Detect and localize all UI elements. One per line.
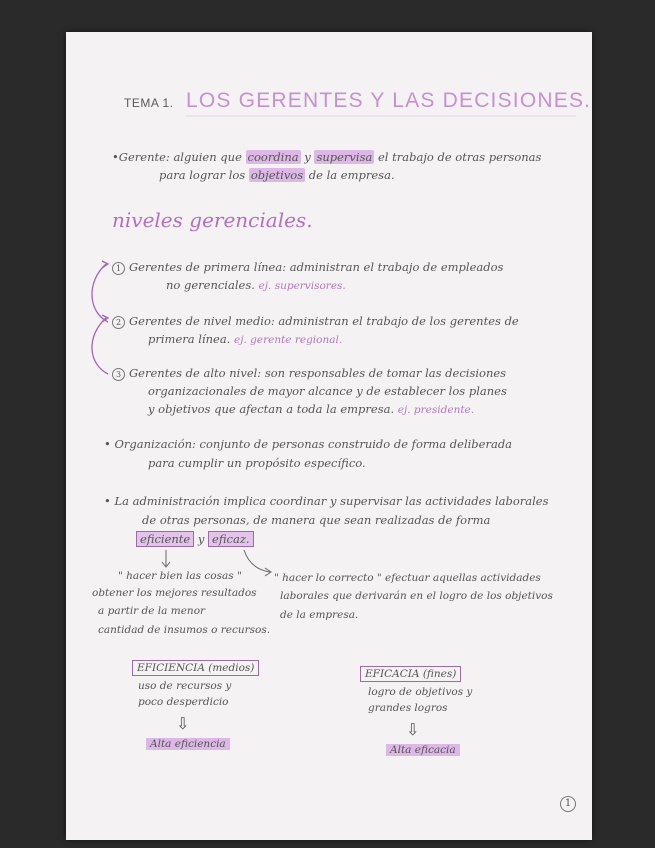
annotation-arrows	[66, 32, 592, 840]
level-1-number: 1	[112, 262, 125, 275]
organizacion-line1: • Organización: conjunto de personas construido de forma deliberada	[104, 437, 513, 451]
eficacia-box-line1: logro de objetivos y	[368, 686, 473, 698]
highlight-coordina: coordina	[247, 150, 299, 164]
level-2-line1: 2 Gerentes de nivel medio: administran el trabajo de los gerentes de	[112, 314, 519, 329]
level-1-example: ej. supervisores.	[258, 280, 346, 292]
page-number: 1	[560, 796, 576, 812]
administracion-line1: • La administración implica coordinar y supervisar las actividades laborales	[104, 494, 549, 508]
level-1-line1: 1 Gerentes de primera línea: administran el trabajo de empleados	[112, 260, 503, 275]
eficiente-tag: eficiente	[136, 531, 194, 547]
eficaz-def-line3: de la empresa.	[280, 609, 359, 621]
highlight-supervisa: supervisa	[316, 150, 373, 164]
eficaz-tag: eficaz.	[208, 531, 254, 547]
level-3-line2: organizacionales de mayor alcance y de establecer los planes	[148, 384, 507, 398]
level-3-number: 3	[112, 368, 125, 381]
eficacia-arrow-icon: ⇩	[406, 720, 420, 739]
gerente-definition-line1: •Gerente: alguien que coordina y supervisa el trabajo de otras personas	[112, 150, 542, 164]
highlight-objetivos: objetivos	[250, 168, 304, 182]
eficiencia-box-line2: poco desperdicio	[138, 696, 229, 708]
eficiente-quote: " hacer bien las cosas "	[118, 570, 242, 582]
notebook-page	[66, 32, 592, 840]
eficaz-def-line2: laborales que derivarán en el logro de los objetivos	[280, 590, 553, 602]
eficiente-def-line3: cantidad de insumos o recursos.	[98, 624, 271, 636]
gerente-definition-line2: para lograr los objetivos de la empresa.	[159, 168, 395, 182]
administracion-line2: de otras personas, de manera que sean realizadas de forma	[142, 513, 491, 527]
level-2-example: ej. gerente regional.	[234, 334, 343, 346]
level-2-number: 2	[112, 316, 125, 329]
topic-label: TEMA 1.	[124, 96, 174, 110]
organizacion-line2: para cumplir un propósito específico.	[148, 456, 366, 470]
section-title: niveles gerenciales.	[112, 208, 313, 232]
alta-eficiencia-label: Alta eficiencia	[146, 738, 230, 750]
eficiente-def-line1: obtener los mejores resultados	[92, 587, 257, 599]
level-3-example: ej. presidente.	[397, 404, 475, 416]
alta-eficacia-label: Alta eficacia	[386, 744, 460, 756]
eficiencia-box-line1: uso de recursos y	[138, 680, 232, 692]
level-3-line1: 3 Gerentes de alto nivel: son responsables de tomar las decisiones	[112, 366, 506, 381]
gerente-term: •Gerente:	[112, 150, 170, 164]
page-title: LOS GERENTES Y LAS DECISIONES.	[186, 89, 592, 112]
eficacia-box-label: EFICACIA (fines)	[360, 666, 461, 682]
eficaz-quote: " hacer lo correcto "	[274, 572, 382, 584]
level-2-line2: primera línea. ej. gerente regional.	[148, 332, 343, 346]
level-3-line3: y objetivos que afectan a toda la empresa. ej. presidente.	[148, 402, 475, 416]
eficiencia-box-label: EFICIENCIA (medios)	[132, 660, 259, 676]
eficiente-def-line2: a partir de la menor	[98, 605, 206, 617]
eficacia-box-line2: grandes logros	[368, 702, 448, 714]
eficaz-def-line1: " hacer lo correcto " efectuar aquellas actividades	[274, 572, 541, 584]
administracion-line3: eficiente y eficaz.	[136, 532, 254, 546]
eficiencia-arrow-icon: ⇩	[176, 714, 190, 733]
level-1-line2: no gerenciales. ej. supervisores.	[166, 278, 346, 292]
